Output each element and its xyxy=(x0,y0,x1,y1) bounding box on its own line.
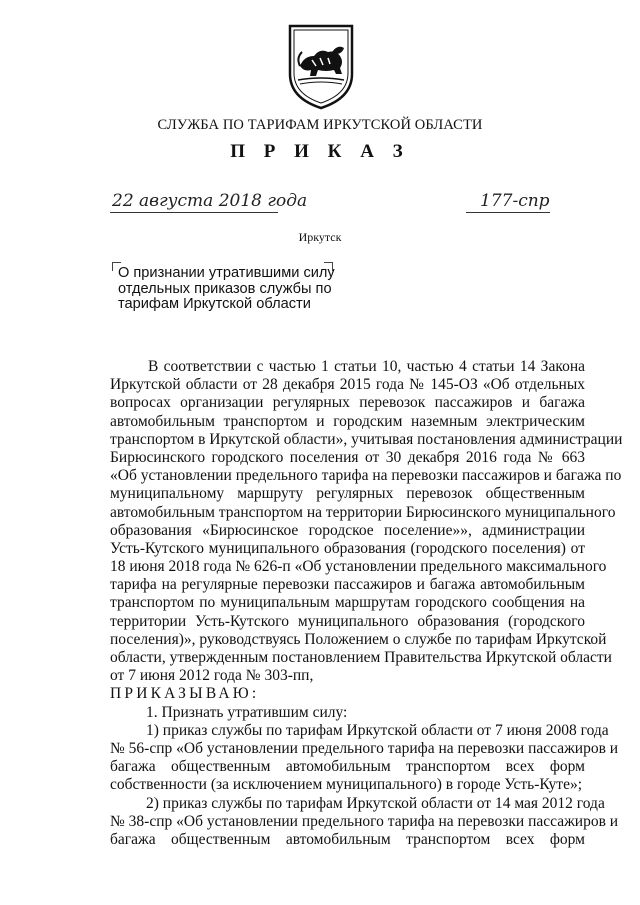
body-line: территории Усть-Кутского муниципального образования (городского xyxy=(110,612,585,630)
body-line: муниципальному маршруту регулярных перевозок общественным xyxy=(110,485,585,503)
body-line: автомобильным транспортом на территории Бирюсинского муниципального xyxy=(110,503,616,521)
body-line: транспортом в Иркутской области», учитывая постановления администрации xyxy=(110,430,623,448)
sub-item-line: 2) приказ службы по тарифам Иркутской области от 14 мая 2012 года xyxy=(146,794,605,812)
body-line: В соответствии с частью 1 статьи 10, частью 4 статьи 14 Закона xyxy=(148,358,585,375)
body-line: 18 июня 2018 года № 626-п «Об установлении предельного максимального xyxy=(110,558,607,576)
body-line: поселения)», руководствуясь Положением о службе по тарифам Иркутской xyxy=(110,630,607,648)
sub-item-line: № 56-спр «Об установлении предельного тарифа на перевозки пассажиров и xyxy=(110,739,619,757)
sub-item-line: № 38-спр «Об установлении предельного тарифа на перевозки пассажиров и xyxy=(110,812,619,830)
body-line: от 7 июня 2012 года № 303-пп, xyxy=(110,667,314,685)
body-line: образования «Бирюсинское городское поселение»», администрации xyxy=(110,521,585,539)
irkutsk-coat-of-arms-icon xyxy=(286,22,356,110)
body-line: Иркутской области от 28 декабря 2015 года № 145-ОЗ «Об отдельных xyxy=(110,376,585,394)
sub-item-line: собственности (за исключением муниципального) в городе Усть-Куте»; xyxy=(110,776,583,794)
order-date: 22 августа 2018 года xyxy=(112,191,308,211)
subject-line: О признании утратившими силу xyxy=(118,265,335,281)
order-body xyxy=(110,358,623,849)
body-line: транспортом по муниципальным маршрутам городского сообщения на xyxy=(110,594,585,612)
document-title: П Р И К А З xyxy=(230,141,410,162)
body-line: Бирюсинского городского поселения от 30 декабря 2016 года № 663 xyxy=(110,448,585,466)
date-underline xyxy=(110,212,278,213)
body-line: тарифа на регулярные перевозки пассажиров и багажа автомобильным xyxy=(110,576,585,594)
body-line: Усть-Кутского муниципального образования (городского поселения) от xyxy=(110,539,585,557)
item-1: 1. Признать утратившим силу: xyxy=(146,703,348,721)
subject-line: тарифам Иркутской области xyxy=(118,296,311,312)
order-subject xyxy=(118,266,336,313)
order-number: 177-спр xyxy=(480,191,550,211)
number-underline xyxy=(466,212,550,213)
city-name: Иркутск xyxy=(298,230,342,244)
body-line: автомобильным транспортом и городским наземным электрическим xyxy=(110,412,585,430)
agency-name: СЛУЖБА ПО ТАРИФАМ ИРКУТСКОЙ ОБЛАСТИ xyxy=(157,117,483,133)
body-line: вопросах организации регулярных перевозок пассажиров и багажа xyxy=(110,394,585,412)
body-line: области, утвержденным постановлением Правительства Иркутской области xyxy=(110,649,612,666)
order-directive: ПРИКАЗЫВАЮ: xyxy=(110,685,260,703)
sub-item-line: багажа общественным автомобильным транспортом всех форм xyxy=(110,830,585,848)
body-line: «Об установлении предельного тарифа на перевозки пассажиров и багажа по xyxy=(110,467,622,485)
subject-line: отдельных приказов службы по xyxy=(118,280,332,297)
sub-item-line: багажа общественным автомобильным транспортом всех форм xyxy=(110,758,585,776)
sub-item-line: 1) приказ службы по тарифам Иркутской области от 7 июня 2008 года xyxy=(146,721,609,739)
